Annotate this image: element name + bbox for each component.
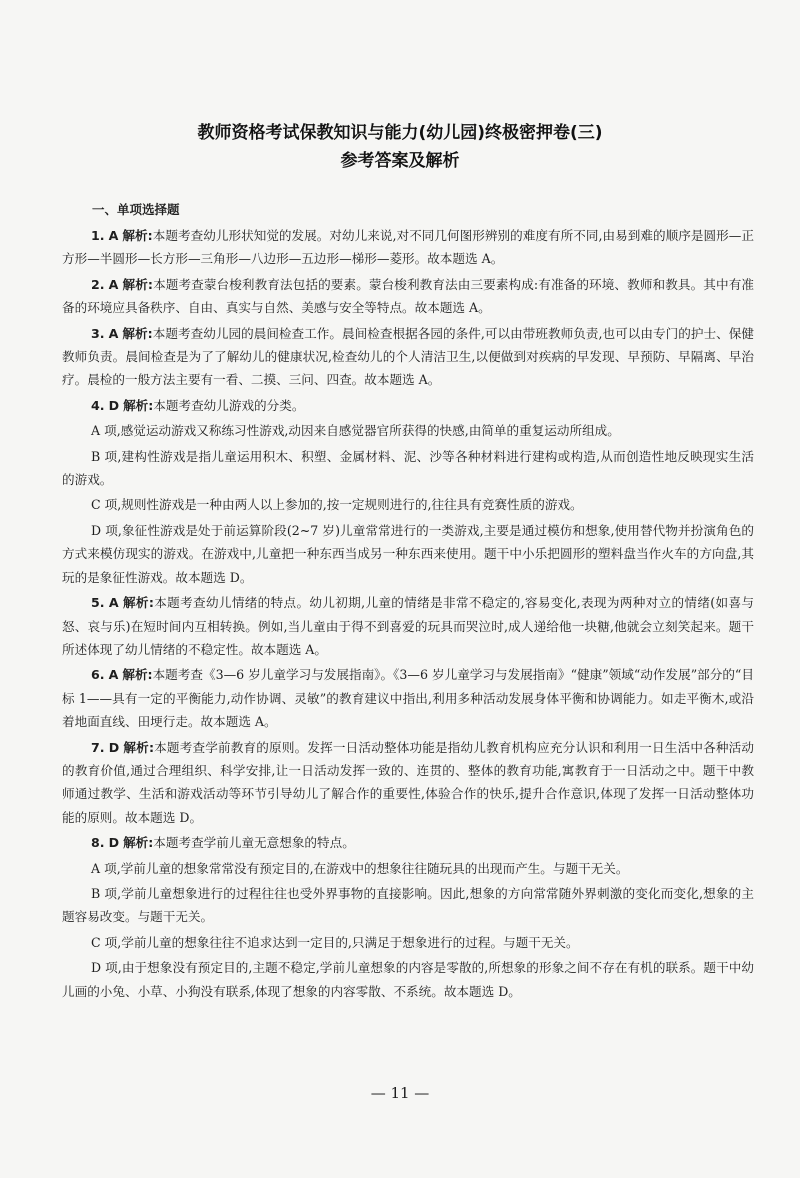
question-number: 5. [91, 595, 105, 611]
analysis-label: 解析: [122, 325, 153, 341]
answer-letter: A [108, 595, 119, 611]
document-title: 教师资格考试保教知识与能力(幼儿园)终极密押卷(三) [197, 123, 603, 143]
analysis-label: 解析: [123, 397, 154, 413]
analysis-text: 本题考查幼儿园的晨间检查工作。晨间检查根据各园的条件,可以由带班教师负责,也可以由专门的护士、保健教师负责。晨间检查是为了了解幼儿的健康状况,检查幼儿的个人清洁卫生,以便做到对疾病的早发现、早预防、早隔离、早治疗。晨检的一般方法主要有一看、二摸、三问、四查。故本题选 A。 [62, 325, 754, 388]
question-item [62, 394, 754, 417]
answer-letter: D [108, 397, 120, 413]
analysis-text: 本题考查《3—6 岁儿童学习与发展指南》。《3—6 岁儿童学习与发展指南》“健康”领域“动作发展”部分的“目标 1——具有一定的平衡能力,动作协调、灵敏”的教育建议中指出,利用多种活动发展身体平衡和协调能力。如走平衡木,或沿着地面直线、田埂行走。故本题选 A。 [62, 667, 754, 730]
question-number: 2. [91, 276, 105, 292]
option-paragraph: C 项,学前儿童的想象往往不追求达到一定目的,只满足于想象进行的过程。与题干无关。 [91, 934, 579, 950]
option-paragraph: D 项,由于想象没有预定目的,主题不稳定,学前儿童想象的内容是零散的,所想象的形象之间不存在有机的联系。题干中幼儿画的小兔、小草、小狗没有联系,体现了想象的内容零散、不系统。故本题选 D。 [62, 960, 754, 999]
answer-letter: D [108, 835, 120, 851]
answer-letter: A [108, 667, 119, 683]
question-number: 4. [91, 397, 105, 413]
analysis-text: 本题考查幼儿游戏的分类。 [153, 397, 305, 413]
analysis-text: 本题考查学前教育的原则。发挥一日活动整体功能是指幼儿教育机构应充分认识和利用一日生活中各种活动的教育价值,通过合理组织、科学安排,让一日活动发挥一致的、连贯的、整体的教育功能,寓教育于一日活动之中。题干中教师通过教学、生活和游戏活动等环节引导幼儿了解合作的重要性,体验合作的快乐,提升合作意识,体现了发挥一日活动整体功能的原则。故本题选 D。 [62, 739, 754, 825]
analysis-label: 解析: [123, 595, 154, 611]
analysis-text: 本题考查学前儿童无意想象的特点。 [153, 835, 355, 851]
analysis-text: 本题考查蒙台梭利教育法包括的要素。蒙台梭利教育法由三要素构成:有准备的环境、教师和教具。其中有准备的环境应具备秩序、自由、真实与自然、美感与安全等特点。故本题选 A。 [62, 276, 754, 316]
analysis-label: 解析: [122, 228, 153, 243]
question-number: 1. [91, 228, 105, 243]
question-number: 3. [91, 325, 105, 341]
analysis-label: 解析: [123, 739, 154, 755]
question-item [62, 663, 754, 733]
analysis-text: 本题考查幼儿情绪的特点。幼儿初期,儿童的情绪是非常不稳定的,容易变化,表现为两种对立的情绪(如喜与怒、哀与乐)在短时间内互相转换。例如,当儿童由于得不到喜爱的玩具而哭泣时,成人递给他一块糖,他就会立刻笑起来。题干所述体现了幼儿情绪的不稳定性。故本题选 A。 [62, 595, 754, 657]
question-item [62, 322, 754, 392]
answer-letter: A [108, 325, 119, 341]
question-number: 7. [91, 739, 105, 755]
question-number: 8. [91, 835, 105, 851]
section-heading: 一、单项选择题 [92, 202, 180, 217]
question-item [62, 224, 754, 271]
question-item [62, 273, 754, 320]
analysis-text: 本题考查幼儿形状知觉的发展。对幼儿来说,对不同几何图形辨别的难度有所不同,由易到难的顺序是圆形—正方形—半圆形—长方形—三角形—八边形—五边形—梯形—菱形。故本题选 A。 [62, 228, 754, 267]
option-paragraph: A 项,学前儿童的想象常常没有预定目的,在游戏中的想象往往随玩具的出现而产生。与题干无关。 [91, 860, 629, 876]
answer-letter: A [108, 276, 119, 292]
document-subtitle: 参考答案及解析 [340, 151, 460, 171]
analysis-label: 解析: [122, 276, 153, 292]
option-paragraph: D 项,象征性游戏是处于前运算阶段(2~7 岁)儿童常常进行的一类游戏,主要是通过模仿和想象,使用替代物并扮演角色的方式来模仿现实的游戏。在游戏中,儿童把一种东西当成另一种东西来使用。题干中小乐把圆形的塑料盘当作火车的方向盘,其玩的是象征性游戏。故本题选 D。 [62, 522, 754, 585]
analysis-label: 解析: [122, 667, 153, 683]
question-item [62, 591, 754, 661]
option-paragraph: C 项,规则性游戏是一种由两人以上参加的,按一定规则进行的,往往具有竞赛性质的游戏。 [91, 497, 583, 513]
option-paragraph: B 项,学前儿童想象进行的过程往往也受外界事物的直接影响。因此,想象的方向常常随外界刺激的变化而变化,想象的主题容易改变。与题干无关。 [62, 885, 754, 925]
question-number: 6. [91, 667, 105, 683]
answer-letter: D [108, 739, 120, 755]
question-item [62, 831, 754, 854]
option-paragraph: A 项,感觉运动游戏又称练习性游戏,动因来自感觉器官所获得的快感,由简单的重复运动所组成。 [91, 423, 620, 439]
question-item [62, 736, 754, 830]
analysis-label: 解析: [123, 835, 154, 851]
answer-body [62, 224, 754, 1005]
answer-letter: A [108, 228, 119, 243]
option-paragraph: B 项,建构性游戏是指儿童运用积木、积塑、金属材料、泥、沙等各种材料进行建构或构造,从而创造性地反映现实生活的游戏。 [62, 448, 754, 488]
page-number: — 11 — [370, 1084, 430, 1102]
